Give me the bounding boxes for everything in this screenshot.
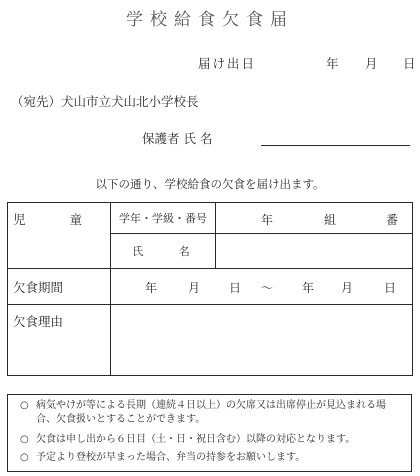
student-label: 児 童 xyxy=(8,203,111,269)
date-year-unit: 年 xyxy=(326,56,339,71)
student-name-field[interactable] xyxy=(216,234,413,269)
absence-reason-label: 欠食理由 xyxy=(8,305,111,376)
period-end-year-unit: 年 xyxy=(302,281,315,295)
grade-class-unit: 組 xyxy=(324,213,337,227)
period-end-month-unit: 月 xyxy=(341,281,354,295)
period-end-day-unit: 日 xyxy=(384,281,397,295)
addressee: （宛先）犬山市立犬山北小学校長 xyxy=(11,94,199,109)
absence-reason-field[interactable] xyxy=(111,305,413,376)
circle-bullet-icon: ○ xyxy=(20,452,29,463)
intro-text: 以下の通り、学校給食の欠食を届け出ます。 xyxy=(95,177,325,191)
student-name-label: 氏 名 xyxy=(111,234,216,269)
submission-date-label: 届け出日 xyxy=(198,56,257,71)
period-start-year-unit: 年 xyxy=(145,281,158,295)
grade-class-number-label: 学年・学級・番号 xyxy=(111,203,216,234)
note-text: 病気やけが等による長期（連続４日以上）の欠席又は出席停止が見込まれる場合、欠食扱いとすることができます。 xyxy=(36,400,386,425)
date-month-unit: 月 xyxy=(365,56,378,71)
grade-year-unit: 年 xyxy=(261,213,274,227)
guardian-name-line[interactable] xyxy=(261,145,410,146)
note-item xyxy=(20,451,305,465)
circle-bullet-icon: ○ xyxy=(20,400,29,411)
period-start-month-unit: 月 xyxy=(188,281,201,295)
submission-date xyxy=(0,54,420,70)
form-title: 学校給食欠食届 xyxy=(126,10,294,30)
grade-number-unit: 番 xyxy=(386,213,399,227)
circle-bullet-icon: ○ xyxy=(20,434,29,445)
date-day-unit: 日 xyxy=(403,56,416,71)
note-text: 欠食は申し出から６日目（土・日・祝日含む）以降の対応となります。 xyxy=(36,434,356,445)
notes-box xyxy=(7,394,412,472)
note-item xyxy=(20,399,405,427)
absence-period-label: 欠食期間 xyxy=(8,269,111,305)
grade-class-number-field[interactable] xyxy=(216,203,413,234)
note-text: 予定より登校が早まった場合、弁当の持参をお願いします。 xyxy=(36,452,306,463)
period-range-tilde: 〜 xyxy=(261,281,274,295)
period-start-day-unit: 日 xyxy=(229,281,242,295)
note-item xyxy=(20,433,355,447)
absence-form-table xyxy=(7,202,413,376)
absence-period-field[interactable] xyxy=(111,269,413,305)
guardian-name-label: 保護者 氏 名 xyxy=(142,131,213,146)
